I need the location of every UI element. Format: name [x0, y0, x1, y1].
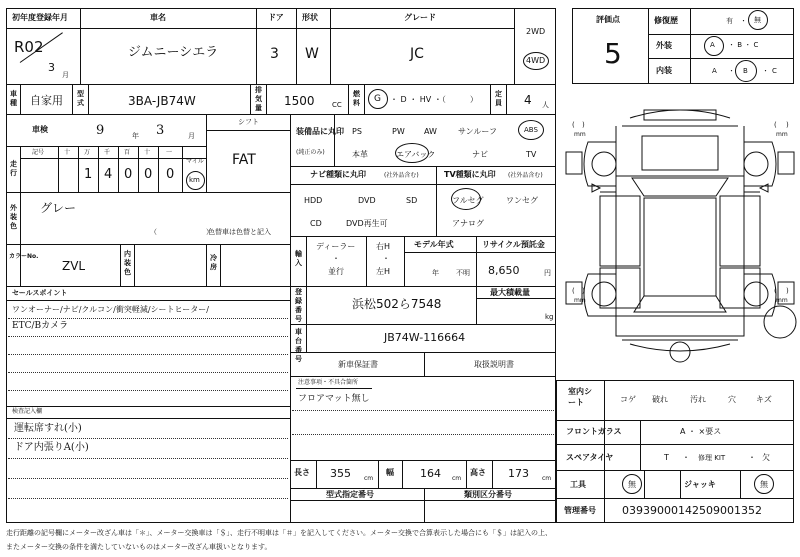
equipment-item: AW: [424, 127, 437, 136]
shift-label: シフト: [238, 118, 259, 126]
mileage-label: 走行: [10, 160, 17, 177]
jack-label: ジャッキ: [684, 480, 716, 489]
diagram-close-paren-r: ): [786, 121, 789, 129]
mileage-unit-label: 百: [124, 149, 131, 156]
mileage-unit-label: 十: [144, 149, 151, 156]
mileage-unit-label: 一: [166, 149, 173, 156]
length-unit: cm: [364, 475, 374, 482]
tools-label: 工具: [570, 480, 586, 489]
mileage-unit-label: 万: [84, 149, 91, 156]
width: 164: [420, 467, 441, 480]
equipment-item: ナビ: [472, 150, 488, 159]
class-number-label: 類別区分番号: [464, 490, 512, 499]
navi-sub: (社外品含む): [384, 172, 419, 179]
navi-item: HDD: [304, 196, 323, 205]
score-value: 5: [604, 37, 622, 70]
usage-label: 車種: [10, 90, 17, 107]
fuel-label: 燃料: [353, 90, 360, 107]
selling-line2: ETC/Bカメラ: [12, 321, 69, 331]
reg-month: 3: [48, 61, 55, 74]
manual-label: 取扱説明書: [474, 360, 514, 369]
inspection-year-unit: 年: [132, 132, 139, 140]
spare-dot-2: ・: [748, 453, 756, 462]
drive-4wd: 4WD: [526, 56, 546, 65]
glass-value: A ・ ×要ス: [680, 427, 722, 436]
color-no-label: カラーNo.: [9, 253, 39, 260]
equipment-item: PS: [352, 127, 362, 136]
mileage-unit-label: 千: [104, 149, 111, 156]
repair-label: 修復歴: [654, 16, 678, 25]
import-dot-2: ・: [382, 254, 390, 263]
grade: JC: [410, 46, 424, 62]
interior-dot-2: ・: [762, 67, 769, 75]
diagram-mm-br: mm: [776, 297, 788, 304]
equipment-item: サンルーフ: [458, 127, 497, 136]
diagram-close-paren: ): [582, 121, 585, 129]
doors: 3: [270, 46, 279, 62]
jack-value: 無: [760, 480, 768, 489]
height: 173: [508, 467, 529, 480]
diagram-open-paren-b: (: [572, 287, 575, 295]
spare-kit: 修理 KIT: [698, 454, 726, 462]
seat-item: 穴: [728, 395, 736, 404]
shift-value: FAT: [232, 152, 256, 168]
seat-item: キズ: [756, 395, 772, 404]
tools-value: 無: [628, 480, 636, 489]
tv-item: ワンセグ: [506, 196, 538, 205]
type-number-label: 型式指定番号: [326, 490, 374, 499]
car-name-label: 車名: [150, 13, 166, 22]
width-label: 幅: [386, 468, 394, 477]
equipment-sublabel: (純正のみ): [296, 149, 325, 156]
interior-color-label: 内装色: [124, 250, 131, 276]
ac-label: 冷房: [210, 254, 217, 271]
mileage-sign-label: 記号: [32, 149, 45, 156]
interior-dot: ・: [728, 67, 735, 75]
grade-label: グレード: [404, 13, 436, 22]
equipment-item: TV: [526, 150, 537, 159]
tv-sub: (社外品含む): [508, 172, 543, 179]
check-line2: ドア内張りA(小): [14, 442, 89, 453]
color-no: ZVL: [62, 259, 86, 273]
spare-x: 欠: [762, 453, 770, 462]
mileage-unit-label: 十: [64, 149, 71, 156]
registration-label: 登録番号: [295, 288, 302, 323]
diagram-mm-b: mm: [574, 297, 586, 304]
car-damage-diagram: [560, 96, 800, 376]
notes-label: 注意事項・不具合箇所: [298, 379, 359, 386]
chassis-label: 車台番号: [295, 328, 302, 363]
usage: 自家用: [30, 94, 63, 107]
mileage-digit: 1: [84, 167, 93, 182]
mileage-digit: 0: [124, 167, 133, 182]
diagram-mm-r: mm: [776, 131, 788, 138]
width-unit: cm: [452, 475, 462, 482]
check-label: 検査記入欄: [12, 408, 43, 415]
equipment-item: 本革: [352, 150, 368, 159]
displacement-label: 排気量: [255, 86, 262, 112]
chassis-value: JB74W-116664: [384, 331, 466, 344]
era-year: R02: [14, 38, 44, 56]
exterior-rest: ・ B ・ C: [728, 41, 759, 49]
drive-2wd: 2WD: [526, 27, 546, 36]
fuel-options: ・ D ・ HV ・（ ）: [390, 95, 478, 104]
navi-item: SD: [406, 196, 418, 205]
repair-none: 無: [754, 16, 761, 24]
length-label: 長さ: [294, 468, 310, 477]
import-dealer: ディーラー: [316, 242, 356, 251]
capacity-unit: 人: [542, 101, 549, 109]
notes-value: フロアマット無し: [298, 394, 370, 404]
navi-item: DVD: [358, 196, 376, 205]
recycle-label: リサイクル預託金: [482, 240, 545, 249]
spare-dot: ・: [682, 453, 690, 462]
import-dot: ・: [332, 254, 340, 263]
import-lh: 左H: [376, 267, 391, 276]
glass-label: フロントガラス: [566, 427, 622, 436]
mgmt-value: 03939000142509001352: [622, 504, 762, 517]
navi-item: DVD再生可: [346, 219, 388, 228]
km-unit: km: [189, 176, 200, 184]
seat-item: 汚れ: [690, 395, 706, 404]
capacity-label: 定員: [495, 90, 502, 107]
capacity: 4: [524, 93, 532, 107]
inspection-label: 車検: [32, 125, 48, 134]
model-label: 型式: [77, 90, 84, 107]
footer-line1: 走行距離の記号欄にメーター改ざん車は「＊」、メーター交換車は「＄」、走行不明車は「＃」を記入してください。メーター交換で合算表示した場合にも「＄」は記入の上、: [6, 529, 552, 537]
inspection-month: 3: [156, 123, 165, 138]
equipment-item-airbag: エアバック: [396, 150, 436, 159]
mile-label: マイル: [186, 158, 204, 165]
reg-month-unit: 月: [62, 71, 69, 79]
spare-label: スペアタイヤ: [566, 453, 614, 462]
color-value: グレー: [40, 201, 77, 215]
inspection-year: 9: [96, 123, 105, 138]
seat-item: コゲ: [620, 395, 636, 404]
model-year-label: モデル年式: [414, 240, 454, 249]
spare-t: T: [664, 453, 669, 462]
max-load-unit: kg: [545, 313, 554, 321]
height-label: 高さ: [470, 468, 486, 477]
registration-value: 浜松502ら7548: [352, 297, 442, 311]
displacement: 1500: [284, 94, 315, 108]
interior-label: 内装: [656, 66, 672, 75]
navi-item: CD: [310, 219, 322, 228]
height-unit: cm: [542, 475, 552, 482]
import-label: 輸入: [295, 250, 302, 267]
mileage-digit: 0: [144, 167, 153, 182]
recycle-unit: 円: [544, 269, 551, 277]
repair-dot: ・: [740, 17, 747, 25]
diagram-close-paren-br: ): [786, 287, 789, 295]
door-label: ドア: [268, 13, 284, 22]
navi-label: ナビ種類に丸印: [310, 170, 366, 179]
warranty-label: 新車保証書: [338, 360, 378, 369]
seat-item: 破れ: [652, 395, 668, 404]
mgmt-label: 管理番号: [564, 506, 596, 515]
equipment-item-abs: ABS: [524, 126, 538, 134]
model-year-unknown: 不明: [456, 269, 470, 277]
selling-line1: ワンオーナー/ナビ/クルコン/衝突軽減/シートヒーター/: [12, 305, 209, 314]
repair-yes: 有: [726, 17, 733, 25]
equipment-label: 装備品に丸印: [296, 127, 344, 136]
color-label: 外装色: [10, 204, 17, 230]
footer-line2: またメーター交換の条件を満たしていないものはメーター改ざん車扱いとなります。: [6, 543, 272, 551]
mileage-digit: 4: [104, 167, 113, 182]
recycle-value: 8,650: [488, 264, 520, 277]
interior-b: B: [743, 67, 748, 75]
model-year-unit: 年: [432, 269, 439, 277]
exterior-a: A: [710, 41, 715, 49]
interior-a: A: [712, 67, 717, 75]
diagram-mm: mm: [574, 131, 586, 138]
max-load-label: 最大積載量: [490, 288, 530, 297]
diagram-open-paren-r: (: [774, 121, 777, 129]
score-label: 評価点: [596, 15, 620, 24]
tv-item: アナログ: [452, 219, 484, 228]
diagram-open-paren-br: (: [774, 287, 777, 295]
inspection-month-unit: 月: [188, 132, 195, 140]
selling-label: セールスポイント: [12, 289, 68, 297]
shape: W: [305, 46, 319, 62]
car-name: ジムニーシエラ: [128, 45, 219, 60]
check-line1: 運転席すれ(小): [14, 423, 82, 434]
diagram-open-paren: (: [572, 121, 575, 129]
shape-label: 形状: [302, 13, 318, 22]
diagram-close-paren-b: ): [582, 287, 585, 295]
seat-label-1: 室内シート: [568, 387, 592, 407]
color-note: 色替車は色替と記入: [208, 228, 271, 236]
import-rh: 右H: [376, 242, 391, 251]
first-reg-label: 初年度登録年月: [12, 13, 68, 22]
import-parallel: 並行: [328, 267, 344, 276]
fuel-g: G: [374, 94, 381, 104]
tv-item-fullseg: フルセグ: [452, 196, 484, 205]
exterior-label: 外装: [656, 41, 672, 50]
mileage-digit: 0: [166, 167, 175, 182]
model: 3BA-JB74W: [128, 94, 196, 108]
interior-c: C: [772, 67, 777, 75]
tv-label: TV種類に丸印: [444, 170, 496, 179]
color-paren: （ ）: [150, 228, 213, 236]
equipment-item: PW: [392, 127, 405, 136]
cc-unit: CC: [332, 101, 342, 109]
length: 355: [330, 467, 351, 480]
